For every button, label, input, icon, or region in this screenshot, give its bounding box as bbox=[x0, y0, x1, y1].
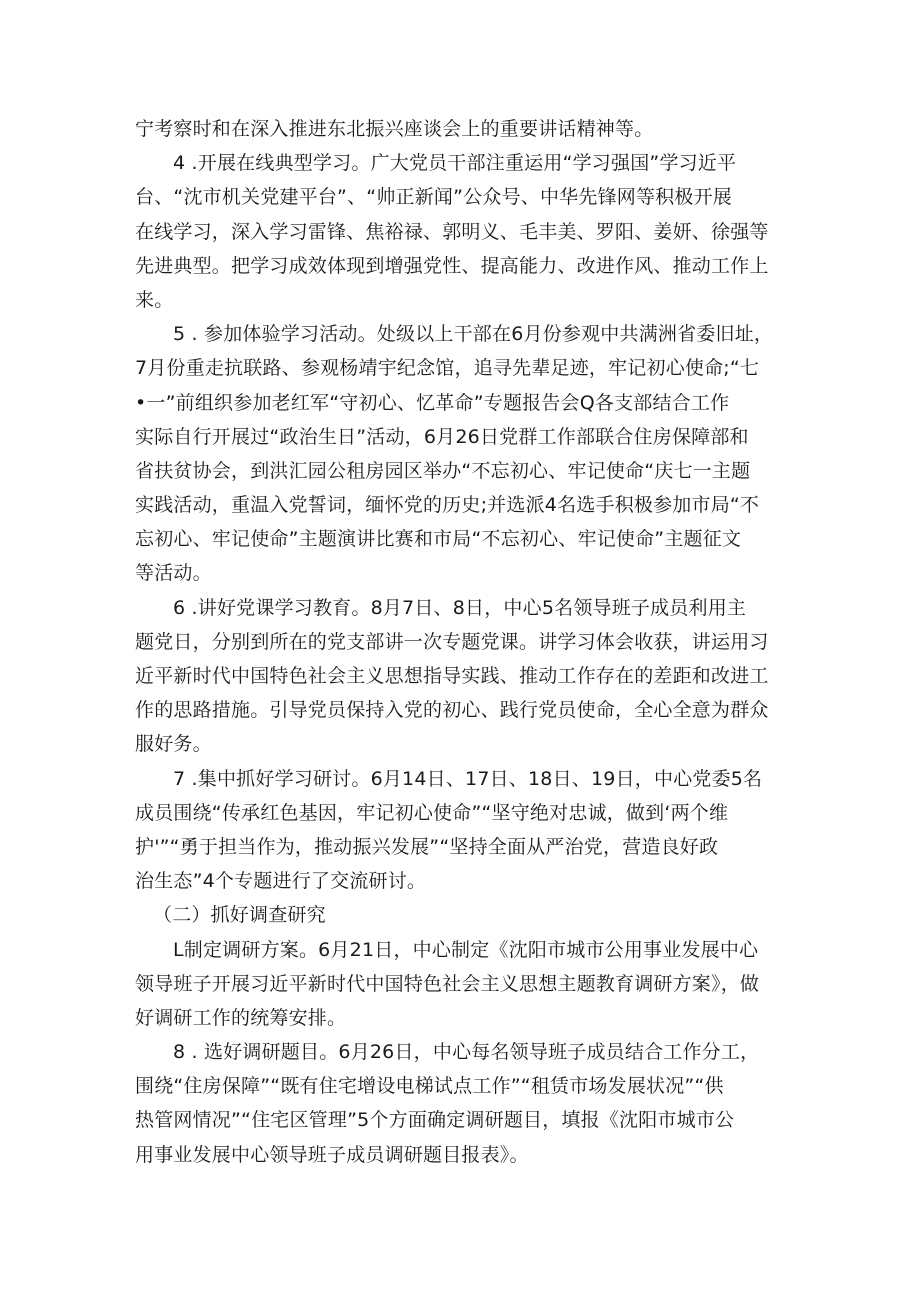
text-line: 在线学习，深入学习雷锋、焦裕禄、郭明义、毛丰美、罗阳、姜妍、徐强等 bbox=[135, 220, 769, 243]
text-line: 来。 bbox=[135, 288, 174, 311]
text-line: 忘初心、牢记使命”主题演讲比赛和市局“不忘初心、牢记使命”主题征文 bbox=[135, 528, 742, 551]
text-line: 6 .讲好党课学习教育。8月7日、8日，中心5名领导班子成员利用主 bbox=[173, 596, 747, 619]
section-heading: （二）抓好调查研究 bbox=[153, 904, 326, 927]
text-line: 用事业发展中心领导班子成员调研题目报表》。 bbox=[135, 1143, 529, 1166]
text-line: 8 . 选好调研题目。6月26日，中心每名领导班子成员结合工作分工， bbox=[173, 1041, 760, 1064]
text-line: 作的思路措施。引导党员保持入党的初心、践行党员使命，全心全意为群众 bbox=[135, 699, 769, 722]
text-line: 好调研工作的统筹安排。 bbox=[135, 1006, 347, 1029]
text-line: 实践活动，重温入党誓词，缅怀党的历史;并选派4名选手积极参加市局“不 bbox=[135, 494, 760, 517]
text-line: 7 .集中抓好学习研讨。6月14日、17日、18日、19日，中心党委5名 bbox=[173, 767, 763, 790]
text-line: 护'”“勇于担当作为，推动振兴发展”“坚持全面从严治党，营造良好政 bbox=[135, 835, 719, 858]
text-line: 4 .开展在线典型学习。广大党员干部注重运用“学习强国”学习近平 bbox=[173, 152, 737, 175]
text-line: 近平新时代中国特色社会主义思想指导实践、推动工作存在的差距和改进工 bbox=[135, 665, 769, 687]
text-line: 等活动。 bbox=[135, 562, 212, 585]
text-line: 服好务。 bbox=[135, 733, 212, 756]
text-line: 宁考察时和在深入推进东北振兴座谈会上的重要讲话精神等。 bbox=[135, 118, 654, 140]
text-line: L制定调研方案。6月21日，中心制定《沈阳市城市公用事业发展中心 bbox=[173, 938, 759, 961]
text-line: 5 . 参加体验学习活动。处级以上干部在6月份参观中共满洲省委旧址， bbox=[173, 323, 774, 346]
text-line: 实际自行开展过“政治生日”活动，6月26日党群工作部联合住房保障部和 bbox=[135, 425, 749, 448]
text-line: 领导班子开展习近平新时代中国特色社会主义思想主题教育调研方案》，做 bbox=[135, 972, 760, 995]
text-line: •一”前组织参加老红军“守初心、忆革命”专题报告会Q各支部结合工作 bbox=[135, 391, 730, 414]
text-line: 治生态”4个专题进行了交流研讨。 bbox=[135, 870, 427, 893]
text-line: 先进典型。把学习成效体现到增强党性、提高能力、改进作风、推动工作上 bbox=[135, 254, 769, 277]
text-line: 成员围绕“传承红色基因，牢记初心使命”“坚守绝对忠诚，做到‘两个维 bbox=[135, 801, 729, 824]
text-line: 热管网情况”“住宅区管理”5个方面确定调研题目，填报《沈阳市城市公 bbox=[135, 1109, 735, 1132]
document-body bbox=[135, 112, 797, 1172]
text-line: 省扶贫协会，到洪汇园公租房园区举办“不忘初心、牢记使命“庆七一主题 bbox=[135, 459, 751, 482]
text-line: 台、“沈市机关党建平台”、“帅正新闻”公众号、中华先锋网等积极开展 bbox=[135, 186, 732, 209]
text-line: 7月份重走抗联路、参观杨靖宇纪念馆，追寻先辈足迹，牢记初心使命;“七 bbox=[135, 357, 760, 380]
text-line: 题党日，分别到所在的党支部讲一次专题党课。讲学习体会收获，讲运用习 bbox=[135, 630, 769, 653]
text-line: 围绕“住房保障”“既有住宅增设电梯试点工作”“租赁市场发展状况”“供 bbox=[135, 1075, 724, 1098]
